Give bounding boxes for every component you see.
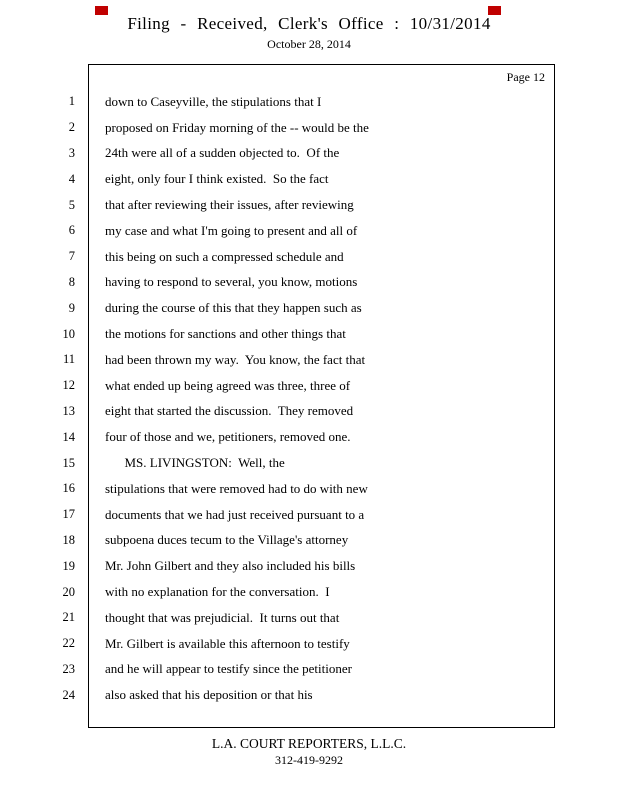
- line-number: 23: [62, 661, 75, 676]
- line-text: Mr. Gilbert is available this afternoon to testify: [105, 635, 350, 651]
- transcript-line: [40, 553, 545, 579]
- line-number: 8: [68, 274, 75, 289]
- line-number: 2: [68, 120, 75, 135]
- transcript-line: [40, 321, 545, 347]
- line-text: my case and what I'm going to present and all of: [105, 222, 358, 238]
- line-text: and he will appear to testify since the petitioner: [105, 661, 352, 677]
- line-text: with no explanation for the conversation. I: [105, 584, 330, 600]
- transcript-line: [40, 115, 545, 141]
- transcript-line: [40, 141, 545, 167]
- line-number: 15: [62, 455, 75, 470]
- page-number-label: Page 12: [506, 70, 545, 84]
- line-text: during the course of this that they happen such as: [105, 300, 362, 316]
- transcript-line: [40, 399, 545, 425]
- line-text: 24th were all of a sudden objected to. Of the: [105, 145, 340, 161]
- line-number: 7: [68, 249, 75, 264]
- line-number: 22: [62, 636, 75, 651]
- transcript-line: [40, 192, 545, 218]
- line-text: stipulations that were removed had to do with new: [105, 480, 368, 496]
- transcript-line: [40, 450, 545, 476]
- line-text: MS. LIVINGSTON: Well, the: [105, 455, 285, 471]
- line-text: having to respond to several, you know, motions: [105, 274, 358, 290]
- line-number: 9: [68, 300, 75, 315]
- transcript-line: [40, 295, 545, 321]
- line-number: 12: [62, 378, 75, 393]
- line-text: thought that was prejudicial. It turns out that: [105, 609, 340, 625]
- line-text: eight that started the discussion. They removed: [105, 403, 354, 419]
- transcript-line: [40, 89, 545, 115]
- line-number: 6: [68, 223, 75, 238]
- line-text: also asked that his deposition or that his: [105, 687, 313, 703]
- transcript-lines: [40, 89, 545, 708]
- transcript-line: [40, 373, 545, 399]
- line-text: what ended up being agreed was three, three of: [105, 377, 351, 393]
- line-text: the motions for sanctions and other things that: [105, 326, 346, 342]
- transcript-line: [40, 166, 545, 192]
- transcript-line: [40, 347, 545, 373]
- line-text: down to Caseyville, the stipulations that I: [105, 93, 322, 109]
- transcript-line: [40, 657, 545, 683]
- line-text: Mr. John Gilbert and they also included his bills: [105, 558, 356, 574]
- line-text: eight, only four I think existed. So the fact: [105, 171, 329, 187]
- line-number: 5: [68, 197, 75, 212]
- line-text: proposed on Friday morning of the -- would be the: [105, 119, 369, 135]
- line-number: 3: [68, 145, 75, 160]
- transcript-line: [40, 579, 545, 605]
- transcript-line: [40, 244, 545, 270]
- court-reporter-phone: 312-419-9292: [275, 753, 343, 767]
- transcript-line: [40, 424, 545, 450]
- transcript-line: [40, 631, 545, 657]
- transcript-line: [40, 682, 545, 708]
- court-reporter-name: L.A. COURT REPORTERS, L.L.C.: [211, 736, 407, 751]
- line-number: 24: [62, 687, 75, 702]
- line-number: 14: [62, 429, 75, 444]
- transcript-line: [40, 270, 545, 296]
- line-number: 21: [62, 610, 75, 625]
- line-number: 16: [62, 481, 75, 496]
- line-number: 17: [62, 507, 75, 522]
- transcript-line: [40, 605, 545, 631]
- transcript-line: [40, 528, 545, 554]
- line-number: 4: [68, 171, 75, 186]
- transcript-date: October 28, 2014: [267, 37, 351, 51]
- line-number: 10: [62, 326, 75, 341]
- line-text: this being on such a compressed schedule and: [105, 248, 344, 264]
- line-number: 1: [68, 94, 75, 109]
- line-number: 20: [62, 584, 75, 599]
- filing-stamp-title: Filing - Received, Clerk's Office : 10/31/2014: [127, 14, 491, 33]
- line-text: four of those and we, petitioners, removed one.: [105, 429, 351, 445]
- line-number: 11: [62, 352, 75, 367]
- line-text: documents that we had just received pursuant to a: [105, 506, 365, 522]
- line-number: 19: [62, 558, 75, 573]
- line-number: 13: [62, 403, 75, 418]
- transcript-line: [40, 218, 545, 244]
- line-text: that after reviewing their issues, after reviewing: [105, 197, 354, 213]
- line-text: subpoena duces tecum to the Village's attorney: [105, 532, 349, 548]
- transcript-line: [40, 476, 545, 502]
- line-number: 18: [62, 532, 75, 547]
- line-text: had been thrown my way. You know, the fact that: [105, 351, 366, 367]
- transcript-line: [40, 502, 545, 528]
